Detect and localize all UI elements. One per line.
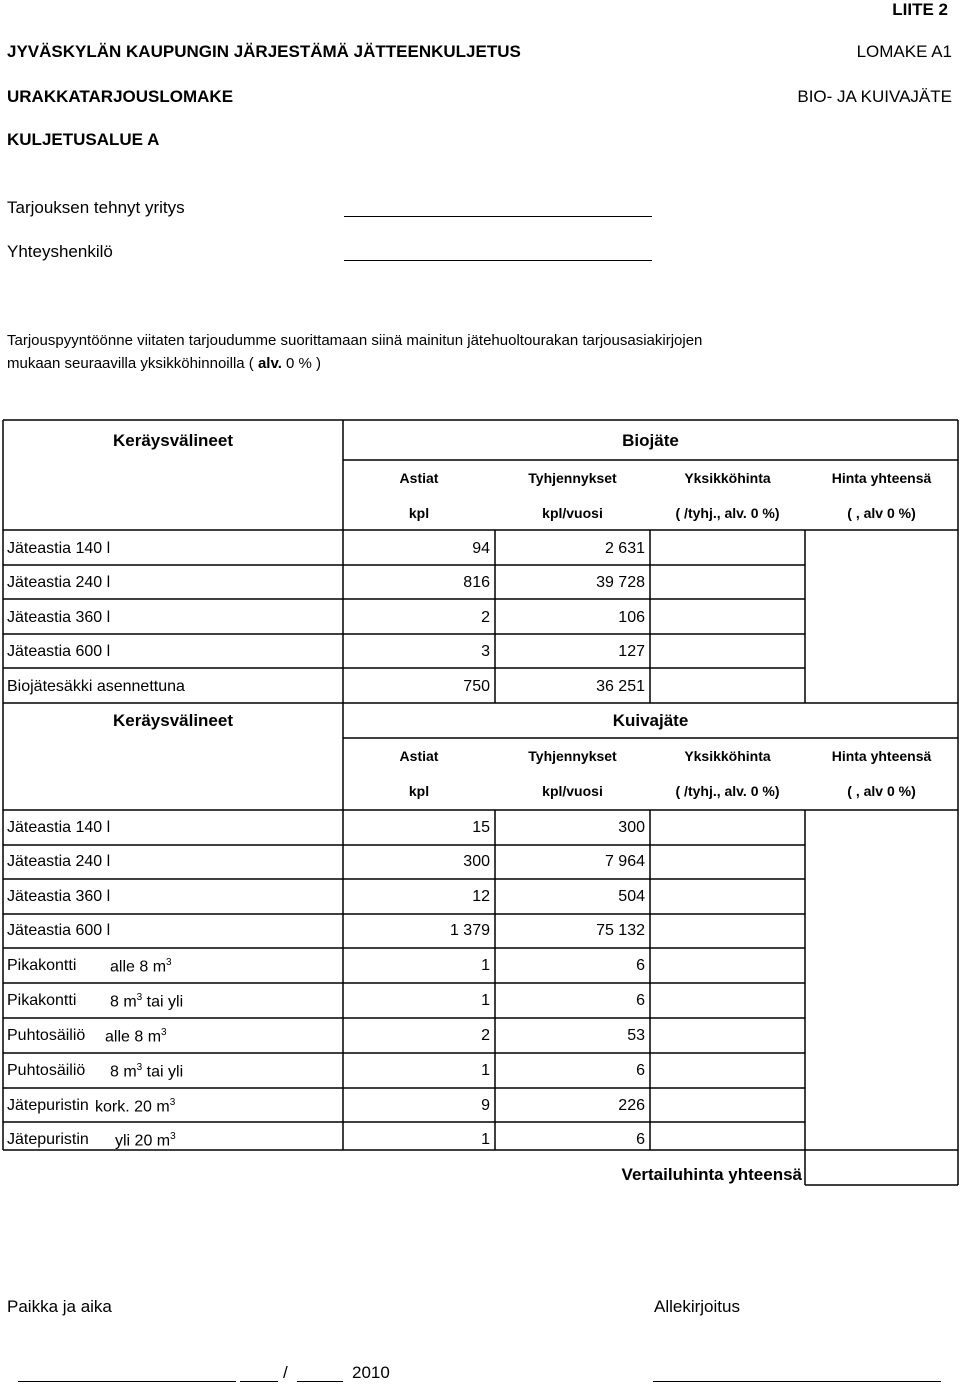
row-emptyings: 53 — [627, 1027, 645, 1044]
row-emptyings: 300 — [618, 819, 645, 836]
dry-col-unit-price-unit: ( /tyhj., alv. 0 %) — [675, 783, 780, 799]
bio-col-emptyings-unit: kpl/vuosi — [542, 505, 603, 521]
row-containers: 1 379 — [449, 922, 490, 939]
row-label: Jäteastia 600 l — [7, 922, 111, 939]
row-label: Jäteastia 140 l — [7, 819, 111, 836]
row-emptyings: 6 — [636, 1131, 645, 1148]
row-emptyings: 226 — [618, 1097, 645, 1114]
signature-label: Allekirjoitus — [654, 1297, 740, 1316]
row-spec: 8 $m^3$ tai yli — [110, 992, 184, 1011]
bio-col-containers: Astiat — [399, 470, 439, 486]
waste-category: BIO- JA KUIVAJÄTE — [797, 87, 952, 106]
form-type-title: URAKKATARJOUSLOMAKE — [7, 87, 234, 106]
row-containers: 1 — [481, 957, 490, 974]
row-label: Jäteastia 240 l — [7, 574, 111, 591]
row-containers: 3 — [481, 643, 490, 660]
row-spec: kork. 20 $m^3$ — [95, 1097, 176, 1116]
row-label: Jäteastia 140 l — [7, 540, 111, 557]
row-containers: 2 — [481, 1027, 490, 1044]
comparison-total-field[interactable] — [806, 1151, 957, 1184]
transport-area: KULJETUSALUE A — [7, 130, 160, 149]
bio-section-title: Biojäte — [622, 431, 679, 450]
row-emptyings: 127 — [618, 643, 645, 660]
dry-col-unit-price: Yksikköhinta — [684, 748, 771, 764]
month-field[interactable] — [297, 1381, 343, 1382]
row-containers: 1 — [481, 1062, 490, 1079]
row-spec: alle 8 $m^3$ — [105, 1027, 167, 1046]
contact-label: Yhteyshenkilö — [7, 242, 113, 261]
row-label: Puhtosäiliö — [7, 1062, 86, 1079]
row-label: Jäteastia 360 l — [7, 888, 111, 905]
row-label: Biojätesäkki asennettuna — [7, 678, 185, 695]
row-label: Jätepuristin — [7, 1131, 89, 1148]
bio-col-containers-unit: kpl — [408, 505, 430, 521]
day-field[interactable] — [240, 1381, 278, 1382]
place-field[interactable] — [18, 1381, 236, 1382]
row-label: Jäteastia 600 l — [7, 643, 111, 660]
contact-field[interactable] — [344, 260, 652, 261]
dry-col-emptyings-unit: kpl/vuosi — [542, 783, 603, 799]
row-label: Jäteastia 360 l — [7, 609, 111, 626]
signature-field[interactable] — [653, 1381, 941, 1382]
bio-col-total: Hinta yhteensä — [831, 470, 932, 486]
row-containers: 12 — [472, 888, 490, 905]
intro-line-2: mukaan seuraavilla yksikköhinnoilla ( alv. 0 % ) — [7, 355, 322, 372]
row-containers: 94 — [472, 540, 490, 557]
row-containers: 816 — [463, 574, 490, 591]
row-emptyings: 39 728 — [596, 574, 645, 591]
place-date-label: Paikka ja aika — [7, 1297, 112, 1316]
document-title: JYVÄSKYLÄN KAUPUNGIN JÄRJESTÄMÄ JÄTTEENKULJETUS — [7, 42, 521, 61]
row-containers: 2 — [481, 609, 490, 626]
dry-col-containers-unit: kpl — [408, 783, 430, 799]
dry-section-title: Kuivajäte — [612, 711, 689, 730]
dry-col-containers: Astiat — [399, 748, 439, 764]
appendix-label: LIITE 2 — [892, 0, 948, 19]
row-label: Pikakontti — [7, 992, 77, 1009]
bio-col-unit-price-unit: ( /tyhj., alv. 0 %) — [675, 505, 780, 521]
bio-col-emptyings: Tyhjennykset — [528, 470, 617, 486]
row-containers: 300 — [463, 853, 490, 870]
date-slash: / — [283, 1363, 288, 1382]
dry-equipment-header: Keräysvälineet — [112, 711, 234, 730]
dry-col-total-unit: ( , alv 0 %) — [847, 783, 916, 799]
intro-line-1: Tarjouspyyntöönne viitaten tarjoudumme suorittamaan siinä mainitun jätehuoltourakan tarjousasiakirjojen — [7, 332, 703, 349]
company-field[interactable] — [344, 216, 652, 217]
row-containers: 9 — [481, 1097, 490, 1114]
row-label: Pikakontti — [7, 957, 77, 974]
row-containers: 1 — [481, 1131, 490, 1148]
company-label: Tarjouksen tehnyt yritys — [7, 198, 185, 217]
row-emptyings: 6 — [636, 1062, 645, 1079]
dry-col-emptyings: Tyhjennykset — [528, 748, 617, 764]
row-emptyings: 6 — [636, 992, 645, 1009]
comparison-total-label: Vertailuhinta yhteensä — [621, 1165, 802, 1184]
year-label: 2010 — [352, 1363, 390, 1382]
row-emptyings: 6 — [636, 957, 645, 974]
row-spec: 8 $m^3$ tai yli — [110, 1062, 184, 1081]
form-id: LOMAKE A1 — [856, 42, 952, 61]
row-spec: yli 20 $m^3$ — [115, 1131, 176, 1150]
row-emptyings: 504 — [618, 888, 645, 905]
row-emptyings: 2 631 — [604, 540, 645, 557]
row-containers: 15 — [472, 819, 490, 836]
dry-col-total: Hinta yhteensä — [831, 748, 932, 764]
row-emptyings: 7 964 — [604, 853, 645, 870]
bio-col-total-unit: ( , alv 0 %) — [847, 505, 916, 521]
row-label: Jätepuristin — [7, 1097, 89, 1114]
bio-col-unit-price: Yksikköhinta — [684, 470, 771, 486]
row-emptyings: 106 — [618, 609, 645, 626]
row-spec: alle 8 $m^3$ — [110, 957, 172, 976]
row-emptyings: 75 132 — [596, 922, 645, 939]
row-emptyings: 36 251 — [596, 678, 645, 695]
row-containers: 1 — [481, 992, 490, 1009]
row-containers: 750 — [463, 678, 490, 695]
row-label: Puhtosäiliö — [7, 1027, 86, 1044]
row-label: Jäteastia 240 l — [7, 853, 111, 870]
bio-equipment-header: Keräysvälineet — [112, 431, 234, 450]
